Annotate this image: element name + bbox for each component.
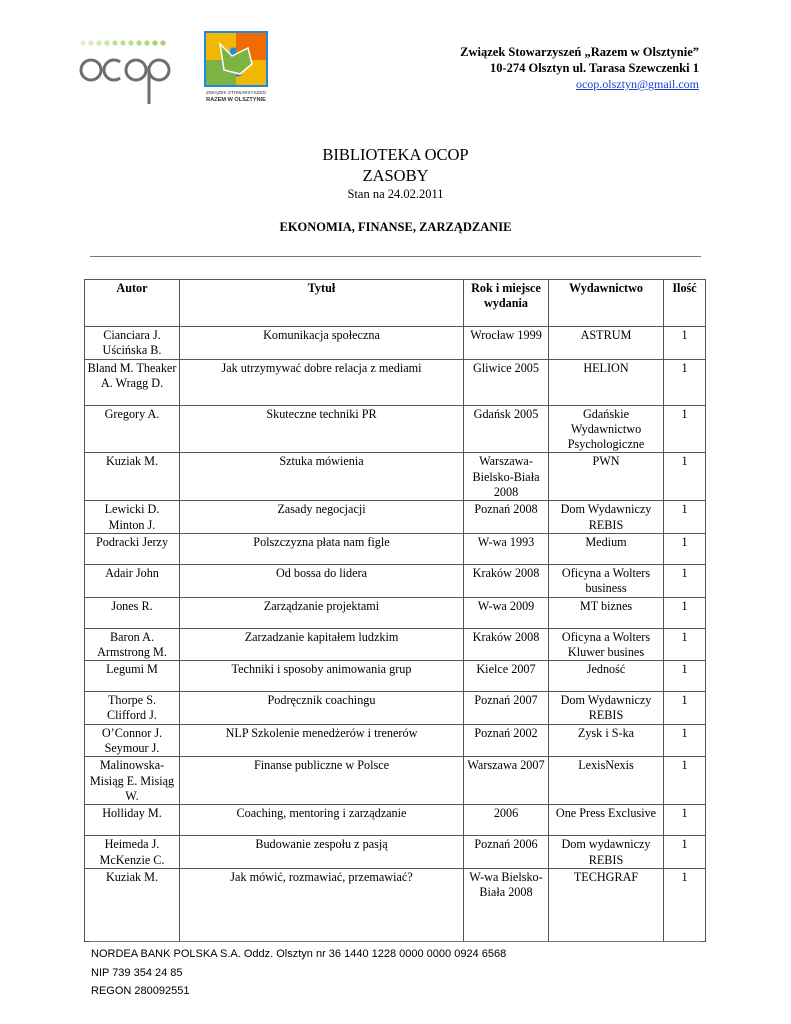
cell-quantity: 1 [664,836,706,869]
cell-title: Skuteczne techniki PR [180,405,464,453]
cell-quantity: 1 [664,724,706,757]
library-table [84,279,706,942]
cell-publisher: Gdańskie Wydawnictwo Psychologiczne [549,405,664,453]
cell-year-place: Gdańsk 2005 [464,405,549,453]
bottom-divider [90,941,701,942]
association-puzzle-logo [202,30,270,104]
cell-year-place: Kielce 2007 [464,661,549,692]
cell-author: Heimeda J. McKenzie C. [85,836,180,869]
cell-author: Lewicki D. Minton J. [85,501,180,534]
cell-title: Techniki i sposoby animowania grup [180,661,464,692]
cell-quantity: 1 [664,628,706,661]
cell-publisher: LexisNexis [549,757,664,805]
cell-publisher: Zysk i S-ka [549,724,664,757]
table-row [85,661,706,692]
ocop-logo [78,38,173,106]
cell-author: Holliday M. [85,805,180,836]
cell-year-place: W-wa 1993 [464,533,549,564]
table-row [85,533,706,564]
table-row [85,836,706,869]
cell-publisher: Jedność [549,661,664,692]
footer [91,945,506,1001]
table-header-row [85,280,706,327]
cell-quantity: 1 [664,359,706,405]
table-row [85,692,706,725]
cell-quantity: 1 [664,453,706,501]
cell-quantity: 1 [664,564,706,597]
cell-quantity: 1 [664,661,706,692]
cell-year-place: Kraków 2008 [464,564,549,597]
header-address [460,44,699,92]
cell-publisher: MT biznes [549,597,664,628]
cell-year-place: W-wa 2009 [464,597,549,628]
logo-text-line2: RAZEM W OLSZTYNIE [206,97,266,103]
cell-publisher: TECHGRAF [549,868,664,941]
table-row [85,805,706,836]
org-name: Związek Stowarzyszeń „Razem w Olsztynie” [460,45,699,59]
table-row [85,359,706,405]
table-row [85,597,706,628]
cell-author: Jones R. [85,597,180,628]
cell-author: Adair John [85,564,180,597]
cell-quantity: 1 [664,692,706,725]
cell-author: O’Connor J. Seymour J. [85,724,180,757]
cell-publisher: HELION [549,359,664,405]
cell-author: Baron A. Armstrong M. [85,628,180,661]
cell-quantity: 1 [664,501,706,534]
document-title: BIBLIOTEKA OCOP [322,145,469,164]
cell-title: Coaching, mentoring i zarządzanie [180,805,464,836]
email-link[interactable]: ocop.olsztyn@gmail.com [575,77,699,91]
logo-text-line1: ZWIĄZEK STOWARZYSZEŃ [206,90,266,95]
table-row [85,501,706,534]
cell-quantity: 1 [664,757,706,805]
cell-title: Komunikacja społeczna [180,327,464,360]
cell-year-place: Warszawa 2007 [464,757,549,805]
status-date: Stan na 24.02.2011 [347,187,444,201]
header-author: Autor [85,280,180,327]
cell-quantity: 1 [664,868,706,941]
header-publisher: Wydawnictwo [549,280,664,327]
footer-nip: NIP 739 354 24 85 [91,966,183,979]
cell-year-place: Gliwice 2005 [464,359,549,405]
cell-year-place: Poznań 2007 [464,692,549,725]
cell-year-place: Wrocław 1999 [464,327,549,360]
cell-author: Podracki Jerzy [85,533,180,564]
title-block [0,144,791,202]
cell-year-place: W-wa Bielsko-Biała 2008 [464,868,549,941]
header-title: Tytuł [180,280,464,327]
cell-year-place: Warszawa-Bielsko-Biała 2008 [464,453,549,501]
cell-publisher: PWN [549,453,664,501]
org-address: 10-274 Olsztyn ul. Tarasa Szewczenki 1 [489,61,699,75]
cell-year-place: Poznań 2006 [464,836,549,869]
cell-author: Bland M. Theaker A. Wragg D. [85,359,180,405]
table-row [85,327,706,360]
cell-publisher: Oficyna a Wolters Kluwer busines [549,628,664,661]
cell-author: Cianciara J. Uścińska B. [85,327,180,360]
cell-year-place: 2006 [464,805,549,836]
table-row [85,405,706,453]
cell-title: Jak utrzymywać dobre relacja z mediami [180,359,464,405]
cell-quantity: 1 [664,327,706,360]
cell-author: Legumi M [85,661,180,692]
cell-year-place: Poznań 2008 [464,501,549,534]
cell-title: Polszczyzna płata nam figle [180,533,464,564]
document-subtitle: ZASOBY [362,166,429,185]
header-year-place: Rok i miejsce wydania [464,280,549,327]
table-row [85,724,706,757]
cell-title: Sztuka mówienia [180,453,464,501]
cell-title: Podręcznik coachingu [180,692,464,725]
cell-year-place: Poznań 2002 [464,724,549,757]
top-divider [90,256,701,257]
table-row [85,757,706,805]
cell-publisher: Oficyna a Wolters business [549,564,664,597]
cell-title: Budowanie zespołu z pasją [180,836,464,869]
cell-title: Finanse publiczne w Polsce [180,757,464,805]
cell-title: Zarzadzanie kapitałem ludzkim [180,628,464,661]
cell-quantity: 1 [664,805,706,836]
section-title: EKONOMIA, FINANSE, ZARZĄDZANIE [279,220,512,234]
cell-publisher: Dom Wydawniczy REBIS [549,501,664,534]
table-row [85,868,706,941]
cell-title: Jak mówić, rozmawiać, przemawiać? [180,868,464,941]
cell-publisher: ASTRUM [549,327,664,360]
cell-title: Zarządzanie projektami [180,597,464,628]
cell-publisher: One Press Exclusive [549,805,664,836]
cell-author: Gregory A. [85,405,180,453]
cell-author: Thorpe S. Clifford J. [85,692,180,725]
cell-title: Od bossa do lidera [180,564,464,597]
cell-quantity: 1 [664,533,706,564]
cell-publisher: Medium [549,533,664,564]
cell-title: Zasady negocjacji [180,501,464,534]
header-quantity: Ilość [664,280,706,327]
cell-author: Kuziak M. [85,868,180,941]
cell-publisher: Dom Wydawniczy REBIS [549,692,664,725]
cell-year-place: Kraków 2008 [464,628,549,661]
cell-author: Malinowska-Misiąg E. Misiąg W. [85,757,180,805]
cell-author: Kuziak M. [85,453,180,501]
table-row [85,628,706,661]
footer-bank: NORDEA BANK POLSKA S.A. Oddz. Olsztyn nr 36 1440 1228 0000 0000 0924 6568 [91,948,507,960]
table-row [85,453,706,501]
cell-quantity: 1 [664,405,706,453]
cell-quantity: 1 [664,597,706,628]
cell-title: NLP Szkolenie menedżerów i trenerów [180,724,464,757]
footer-regon: REGON 280092551 [91,985,190,997]
table-row [85,564,706,597]
cell-publisher: Dom wydawniczy REBIS [549,836,664,869]
